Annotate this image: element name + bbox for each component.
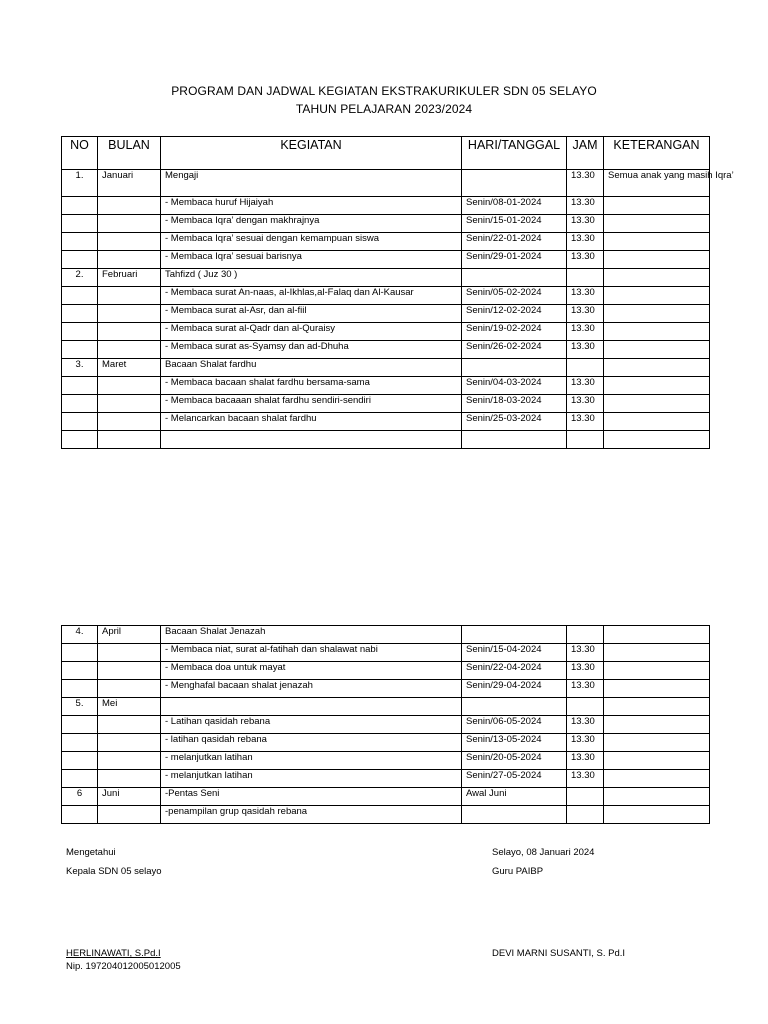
row-number [62, 680, 98, 698]
month-cell [98, 806, 161, 824]
time-cell: 13.30 [567, 341, 604, 359]
month-cell: Juni [98, 788, 161, 806]
time-cell [567, 359, 604, 377]
note-cell [604, 269, 710, 287]
note-cell [604, 788, 710, 806]
table-row [62, 626, 710, 644]
time-cell: 13.30 [567, 680, 604, 698]
activity-cell: - Membaca doa untuk mayat [161, 662, 462, 680]
note-cell [604, 734, 710, 752]
note-cell [604, 413, 710, 431]
row-number [62, 197, 98, 215]
month-cell: Februari [98, 269, 161, 287]
table-row [62, 788, 710, 806]
row-number: 3. [62, 359, 98, 377]
row-number [62, 644, 98, 662]
table-row [62, 233, 710, 251]
note-cell [604, 770, 710, 788]
table-row [62, 305, 710, 323]
teacher-name: DEVI MARNI SUSANTI, S. Pd.I [492, 948, 626, 959]
time-cell: 13.30 [567, 215, 604, 233]
row-number [62, 323, 98, 341]
schedule-table-part2 [61, 625, 710, 824]
time-cell: 13.30 [567, 644, 604, 662]
table-row [62, 269, 710, 287]
activity-cell: - Membaca surat al-Asr, dan al-fiil [161, 305, 462, 323]
activity-cell: - Membaca bacaan shalat fardhu bersama-sama [161, 377, 462, 395]
time-cell: 13.30 [567, 395, 604, 413]
table-row [62, 323, 710, 341]
time-cell: 13.30 [567, 734, 604, 752]
row-number [62, 806, 98, 824]
table-row [62, 698, 710, 716]
table-row [62, 413, 710, 431]
table-row [62, 341, 710, 359]
note-cell [604, 395, 710, 413]
date-cell: Senin/22-01-2024 [462, 233, 567, 251]
date-cell: Senin/27-05-2024 [462, 770, 567, 788]
month-cell [98, 734, 161, 752]
row-number [62, 215, 98, 233]
table-row [62, 170, 710, 197]
date-cell: Senin/25-03-2024 [462, 413, 567, 431]
table-row [62, 752, 710, 770]
month-cell [98, 770, 161, 788]
month-cell [98, 413, 161, 431]
date-cell [462, 431, 567, 449]
note-cell [604, 305, 710, 323]
month-cell [98, 680, 161, 698]
activity-cell: - Melancarkan bacaan shalat fardhu [161, 413, 462, 431]
activity-cell: - Membaca niat, surat al-fatihah dan shalawat nabi [161, 644, 462, 662]
month-cell: Maret [98, 359, 161, 377]
header-bulan: BULAN [98, 137, 161, 170]
note-cell [604, 806, 710, 824]
activity-cell: -Pentas Seni [161, 788, 462, 806]
table-row [62, 377, 710, 395]
header-keterangan: KETERANGAN [604, 137, 710, 170]
note-cell [604, 215, 710, 233]
time-cell [567, 431, 604, 449]
activity-cell: - Menghafal bacaan shalat jenazah [161, 680, 462, 698]
date-cell: Senin/20-05-2024 [462, 752, 567, 770]
month-cell: Januari [98, 170, 161, 197]
date-cell: Senin/29-01-2024 [462, 251, 567, 269]
time-cell: 13.30 [567, 662, 604, 680]
row-number: 6 [62, 788, 98, 806]
row-number [62, 752, 98, 770]
note-cell [604, 644, 710, 662]
note-cell [604, 233, 710, 251]
row-number [62, 395, 98, 413]
note-cell [604, 341, 710, 359]
activity-cell: - melanjutkan latihan [161, 770, 462, 788]
note-cell [604, 251, 710, 269]
activity-cell: - melanjutkan latihan [161, 752, 462, 770]
header-jam: JAM [567, 137, 604, 170]
note-cell [604, 323, 710, 341]
month-cell: April [98, 626, 161, 644]
date-cell [462, 698, 567, 716]
note-cell [604, 752, 710, 770]
date-cell: Senin/04-03-2024 [462, 377, 567, 395]
time-cell [567, 626, 604, 644]
date-cell [462, 626, 567, 644]
row-number [62, 287, 98, 305]
month-cell [98, 287, 161, 305]
table-row [62, 395, 710, 413]
date-cell: Senin/13-05-2024 [462, 734, 567, 752]
activity-cell: -penampilan grup qasidah rebana [161, 806, 462, 824]
month-cell [98, 752, 161, 770]
row-number [62, 716, 98, 734]
date-cell: Senin/22-04-2024 [462, 662, 567, 680]
header-hari-tanggal: HARI/TANGGAL [462, 137, 567, 170]
date-cell: Senin/26-02-2024 [462, 341, 567, 359]
month-cell [98, 716, 161, 734]
note-cell [604, 662, 710, 680]
time-cell: 13.30 [567, 197, 604, 215]
time-cell: 13.30 [567, 413, 604, 431]
row-number [62, 233, 98, 251]
date-cell: Senin/12-02-2024 [462, 305, 567, 323]
principal-nip: Nip. 197204012005012005 [66, 961, 181, 972]
time-cell: 13.30 [567, 377, 604, 395]
date-cell: Awal Juni [462, 788, 567, 806]
month-cell [98, 323, 161, 341]
row-number [62, 662, 98, 680]
date-cell [462, 359, 567, 377]
table-row [62, 431, 710, 449]
table-header-row [62, 137, 710, 170]
time-cell [567, 788, 604, 806]
time-cell: 13.30 [567, 752, 604, 770]
document-subtitle: TAHUN PELAJARAN 2023/2024 [295, 102, 473, 116]
table-row [62, 251, 710, 269]
date-cell: Senin/29-04-2024 [462, 680, 567, 698]
principal-name: HERLINAWATI, S.Pd.I [66, 948, 161, 959]
note-cell: Semua anak yang masih Iqra’ [604, 170, 710, 197]
note-cell [604, 377, 710, 395]
activity-cell: - Membaca Iqra’ sesuai barisnya [161, 251, 462, 269]
acknowledged-label: Mengetahui [66, 847, 116, 858]
note-cell [604, 197, 710, 215]
activity-cell: Bacaan Shalat Jenazah [161, 626, 462, 644]
activity-cell [161, 431, 462, 449]
date-cell: Senin/06-05-2024 [462, 716, 567, 734]
table-row [62, 215, 710, 233]
month-cell [98, 305, 161, 323]
date-cell [462, 170, 567, 197]
table-row [62, 770, 710, 788]
activity-cell: - Membaca Iqra’ sesuai dengan kemampuan siswa [161, 233, 462, 251]
activity-cell: Tahfizd ( Juz 30 ) [161, 269, 462, 287]
date-cell [462, 806, 567, 824]
row-number: 4. [62, 626, 98, 644]
time-cell: 13.30 [567, 287, 604, 305]
month-cell [98, 431, 161, 449]
month-cell [98, 197, 161, 215]
document-title: PROGRAM DAN JADWAL KEGIATAN EKSTRAKURIKULER SDN 05 SELAYO [171, 84, 597, 98]
month-cell [98, 662, 161, 680]
time-cell: 13.30 [567, 305, 604, 323]
month-cell: Mei [98, 698, 161, 716]
month-cell [98, 377, 161, 395]
activity-cell: Mengaji [161, 170, 462, 197]
row-number [62, 770, 98, 788]
date-cell: Senin/15-04-2024 [462, 644, 567, 662]
row-number [62, 413, 98, 431]
date-cell: Senin/08-01-2024 [462, 197, 567, 215]
month-cell [98, 215, 161, 233]
note-cell [604, 626, 710, 644]
table-row [62, 734, 710, 752]
header-no: NO [62, 137, 98, 170]
row-number [62, 377, 98, 395]
table-row [62, 806, 710, 824]
row-number [62, 305, 98, 323]
time-cell [567, 806, 604, 824]
time-cell: 13.30 [567, 233, 604, 251]
month-cell [98, 233, 161, 251]
month-cell [98, 251, 161, 269]
table-row [62, 359, 710, 377]
activity-cell: - Latihan qasidah rebana [161, 716, 462, 734]
date-cell: Senin/18-03-2024 [462, 395, 567, 413]
month-cell [98, 644, 161, 662]
date-cell: Senin/15-01-2024 [462, 215, 567, 233]
schedule-table-part1 [61, 136, 734, 449]
table-row [62, 287, 710, 305]
table-row [62, 644, 710, 662]
row-number [62, 251, 98, 269]
activity-cell: - Membaca surat al-Qadr dan al-Quraisy [161, 323, 462, 341]
table-row [62, 716, 710, 734]
date-cell: Senin/19-02-2024 [462, 323, 567, 341]
time-cell: 13.30 [567, 251, 604, 269]
activity-cell: - latihan qasidah rebana [161, 734, 462, 752]
table-row [62, 680, 710, 698]
note-cell [604, 287, 710, 305]
row-number [62, 734, 98, 752]
activity-cell: - Membaca Iqra’ dengan makhrajnya [161, 215, 462, 233]
time-cell: 13.30 [567, 716, 604, 734]
activity-cell [161, 698, 462, 716]
date-cell [462, 269, 567, 287]
row-number: 2. [62, 269, 98, 287]
month-cell [98, 395, 161, 413]
teacher-role: Guru PAIBP [492, 866, 544, 877]
time-cell: 13.30 [567, 323, 604, 341]
activity-cell: - Membaca bacaaan shalat fardhu sendiri-sendiri [161, 395, 462, 413]
row-number [62, 431, 98, 449]
note-cell [604, 431, 710, 449]
note-cell [604, 680, 710, 698]
activity-cell: - Membaca surat An-naas, al-Ikhlas,al-Falaq dan Al-Kausar [161, 287, 462, 305]
row-number: 5. [62, 698, 98, 716]
time-cell [567, 269, 604, 287]
date-cell: Senin/05-02-2024 [462, 287, 567, 305]
note-cell [604, 359, 710, 377]
time-cell [567, 698, 604, 716]
note-cell [604, 716, 710, 734]
time-cell: 13.30 [567, 170, 604, 197]
month-cell [98, 341, 161, 359]
time-cell: 13.30 [567, 770, 604, 788]
activity-cell: Bacaan Shalat fardhu [161, 359, 462, 377]
row-number: 1. [62, 170, 98, 197]
activity-cell: - Membaca surat as-Syamsy dan ad-Dhuha [161, 341, 462, 359]
place-date: Selayo, 08 Januari 2024 [492, 847, 595, 858]
note-cell [604, 698, 710, 716]
table-row [62, 662, 710, 680]
activity-cell: - Membaca huruf Hijaiyah [161, 197, 462, 215]
row-number [62, 341, 98, 359]
header-kegiatan: KEGIATAN [161, 137, 462, 170]
table-row [62, 197, 710, 215]
principal-role: Kepala SDN 05 selayo [66, 866, 162, 877]
